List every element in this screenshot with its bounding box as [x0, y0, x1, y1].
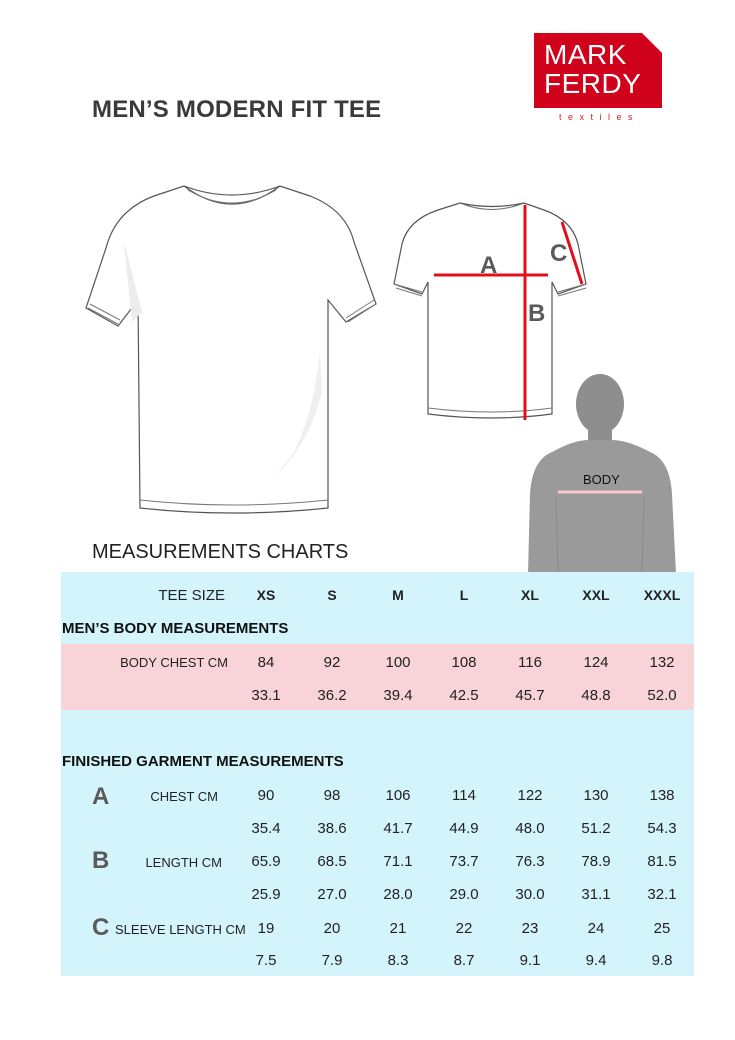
- table-cell: 44.9: [449, 820, 479, 837]
- table-cell: 20: [323, 920, 341, 937]
- sleeve-length-label: SLEEVE LENGTH CM: [115, 922, 246, 937]
- table-cell: 68.5: [317, 853, 347, 870]
- table-cell: 32.1: [647, 886, 677, 903]
- table-cell: 7.9: [321, 952, 343, 969]
- size-xl: XL: [521, 587, 539, 603]
- table-cell: 23: [521, 920, 539, 937]
- logo-line-2: FERDY: [544, 68, 642, 99]
- logo-subtitle: textiles: [558, 112, 639, 122]
- table-cell: 71.1: [383, 853, 413, 870]
- table-cell: 9.4: [585, 952, 607, 969]
- length-label: LENGTH CM: [145, 855, 222, 870]
- measurements-subtitle: MEASUREMENTS CHARTS: [92, 541, 349, 563]
- table-cell: 108: [451, 654, 477, 671]
- table-cell: 28.0: [383, 886, 413, 903]
- table-cell: 84: [257, 654, 275, 671]
- table-cell: 130: [583, 787, 609, 804]
- size-l: L: [459, 587, 469, 603]
- garment-section-heading: FINISHED GARMENT MEASUREMENTS: [62, 753, 344, 770]
- row-letter-a: A: [92, 783, 110, 810]
- table-cell: 35.4: [251, 820, 281, 837]
- table-cell: 52.0: [647, 687, 677, 704]
- table-cell: 73.7: [449, 853, 479, 870]
- table-cell: 42.5: [449, 687, 479, 704]
- table-cell: 24: [587, 920, 605, 937]
- table-cell: 76.3: [515, 853, 545, 870]
- table-cell: 25.9: [251, 886, 281, 903]
- measure-label-a: A: [480, 252, 498, 279]
- table-cell: 21: [389, 920, 407, 937]
- table-cell: 90: [257, 787, 275, 804]
- table-cell: 19: [257, 920, 275, 937]
- table-cell: 124: [583, 654, 609, 671]
- table-cell: 106: [385, 787, 411, 804]
- table-cell: 54.3: [647, 820, 677, 837]
- table-cell: 92: [323, 654, 341, 671]
- row-letter-b: B: [92, 847, 110, 874]
- size-s: S: [327, 587, 337, 603]
- brand-logo: [534, 33, 662, 108]
- row-letter-c: C: [92, 914, 110, 941]
- chest-label: CHEST CM: [150, 789, 218, 804]
- table-cell: 122: [517, 787, 543, 804]
- table-cell: 78.9: [581, 853, 611, 870]
- table-cell: 38.6: [317, 820, 347, 837]
- size-xxl: XXL: [582, 587, 610, 603]
- table-cell: 8.7: [453, 952, 475, 969]
- table-cell: 116: [518, 654, 542, 671]
- size-chart-table: [61, 572, 694, 976]
- table-cell: 29.0: [449, 886, 479, 903]
- body-section-heading: MEN’S BODY MEASUREMENTS: [62, 620, 289, 637]
- measure-label-c: C: [550, 240, 568, 267]
- table-cell: 65.9: [251, 853, 281, 870]
- body-chest-label: BODY CHEST CM: [120, 655, 228, 670]
- table-cell: 100: [385, 654, 411, 671]
- table-cell: 114: [452, 787, 476, 804]
- table-cell: 33.1: [251, 687, 281, 704]
- table-cell: 27.0: [317, 886, 347, 903]
- table-cell: 30.0: [515, 886, 545, 903]
- table-cell: 22: [455, 920, 473, 937]
- table-cell: 138: [649, 787, 675, 804]
- table-cell: 48.0: [515, 820, 545, 837]
- body-label: BODY: [583, 472, 620, 487]
- table-cell: 45.7: [515, 687, 545, 704]
- size-xs: XS: [256, 587, 276, 603]
- table-cell: 39.4: [383, 687, 413, 704]
- table-cell: 41.7: [383, 820, 413, 837]
- table-cell: 9.1: [519, 952, 541, 969]
- table-cell: 36.2: [317, 687, 347, 704]
- table-cell: 25: [653, 920, 671, 937]
- body-silhouette-illustration: [524, 364, 676, 574]
- table-cell: 8.3: [387, 952, 409, 969]
- size-m: M: [392, 587, 404, 603]
- table-cell: 7.5: [255, 952, 277, 969]
- table-cell: 31.1: [581, 886, 611, 903]
- table-cell: 132: [649, 654, 675, 671]
- table-cell: 81.5: [647, 853, 677, 870]
- tshirt-front-illustration: [84, 182, 380, 518]
- table-cell: 9.8: [651, 952, 673, 969]
- table-cell: 51.2: [581, 820, 611, 837]
- size-header-label: TEE SIZE: [158, 587, 225, 604]
- table-cell: 98: [323, 787, 341, 804]
- table-cell: 48.8: [581, 687, 611, 704]
- size-xxxl: XXXL: [643, 587, 681, 603]
- measure-label-b: B: [528, 300, 546, 327]
- logo-line-1: MARK: [544, 39, 627, 70]
- page-title: MEN’S MODERN FIT TEE: [92, 96, 382, 123]
